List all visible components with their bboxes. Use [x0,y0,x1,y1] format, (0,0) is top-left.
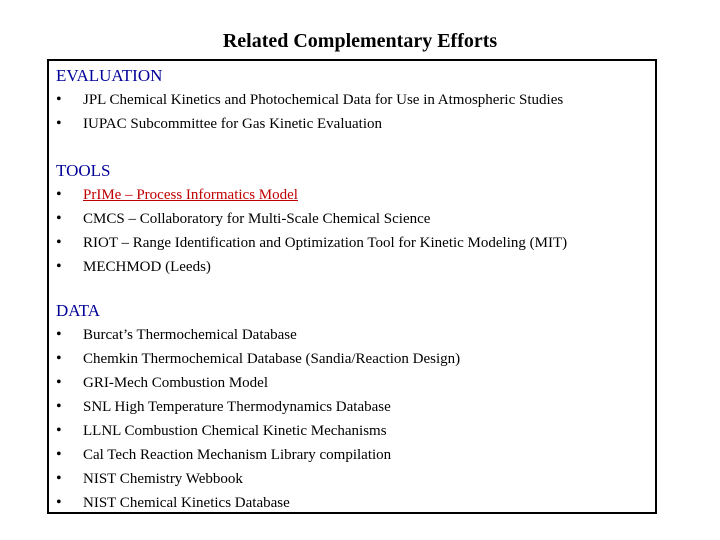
bullet-icon: • [56,470,62,487]
evaluation-section [56,66,563,136]
item-text: GRI-Mech Combustion Model [83,375,268,391]
bullet-icon: • [56,422,62,439]
list-item [56,491,460,515]
list-item [56,347,460,371]
evaluation-heading: EVALUATION [56,66,163,85]
prime-link[interactable]: PrIMe – Process Informatics Model [83,187,298,203]
content-box [47,59,657,514]
list-item [56,443,460,467]
bullet-icon: • [56,446,62,463]
data-heading: DATA [56,301,100,320]
bullet-icon: • [56,91,62,108]
tools-section [56,161,567,279]
list-item [56,419,460,443]
bullet-icon: • [56,115,62,132]
tools-heading: TOOLS [56,161,111,180]
item-text: IUPAC Subcommittee for Gas Kinetic Evaluation [83,116,382,132]
list-item [56,255,567,279]
bullet-icon: • [56,350,62,367]
item-text: Burcat’s Thermochemical Database [83,327,297,343]
bullet-icon: • [56,234,62,251]
bullet-icon: • [56,326,62,343]
list-item [56,207,567,231]
data-section [56,301,460,515]
item-text: MECHMOD (Leeds) [83,259,211,275]
item-text: Chemkin Thermochemical Database (Sandia/Reaction Design) [83,351,461,367]
list-item [56,323,460,347]
item-text: CMCS – Collaboratory for Multi-Scale Chemical Science [83,211,431,227]
list-item [56,112,563,136]
item-text: LLNL Combustion Chemical Kinetic Mechanisms [83,423,387,439]
bullet-icon: • [56,398,62,415]
item-text: RIOT – Range Identification and Optimization Tool for Kinetic Modeling (MIT) [83,235,568,251]
bullet-icon: • [56,258,62,275]
list-item[interactable] [56,183,567,207]
item-text: SNL High Temperature Thermodynamics Database [83,399,391,415]
list-item [56,371,460,395]
item-text: JPL Chemical Kinetics and Photochemical Data for Use in Atmospheric Studies [83,92,564,108]
bullet-icon: • [56,186,62,203]
page-title: Related Complementary Efforts [222,30,498,52]
list-item [56,467,460,491]
item-text: NIST Chemistry Webbook [83,471,243,487]
bullet-icon: • [56,374,62,391]
bullet-icon: • [56,210,62,227]
list-item [56,231,567,255]
item-text: NIST Chemical Kinetics Database [83,495,290,511]
list-item [56,395,460,419]
item-text: Cal Tech Reaction Mechanism Library compilation [83,447,392,463]
list-item [56,88,563,112]
bullet-icon: • [56,494,62,511]
